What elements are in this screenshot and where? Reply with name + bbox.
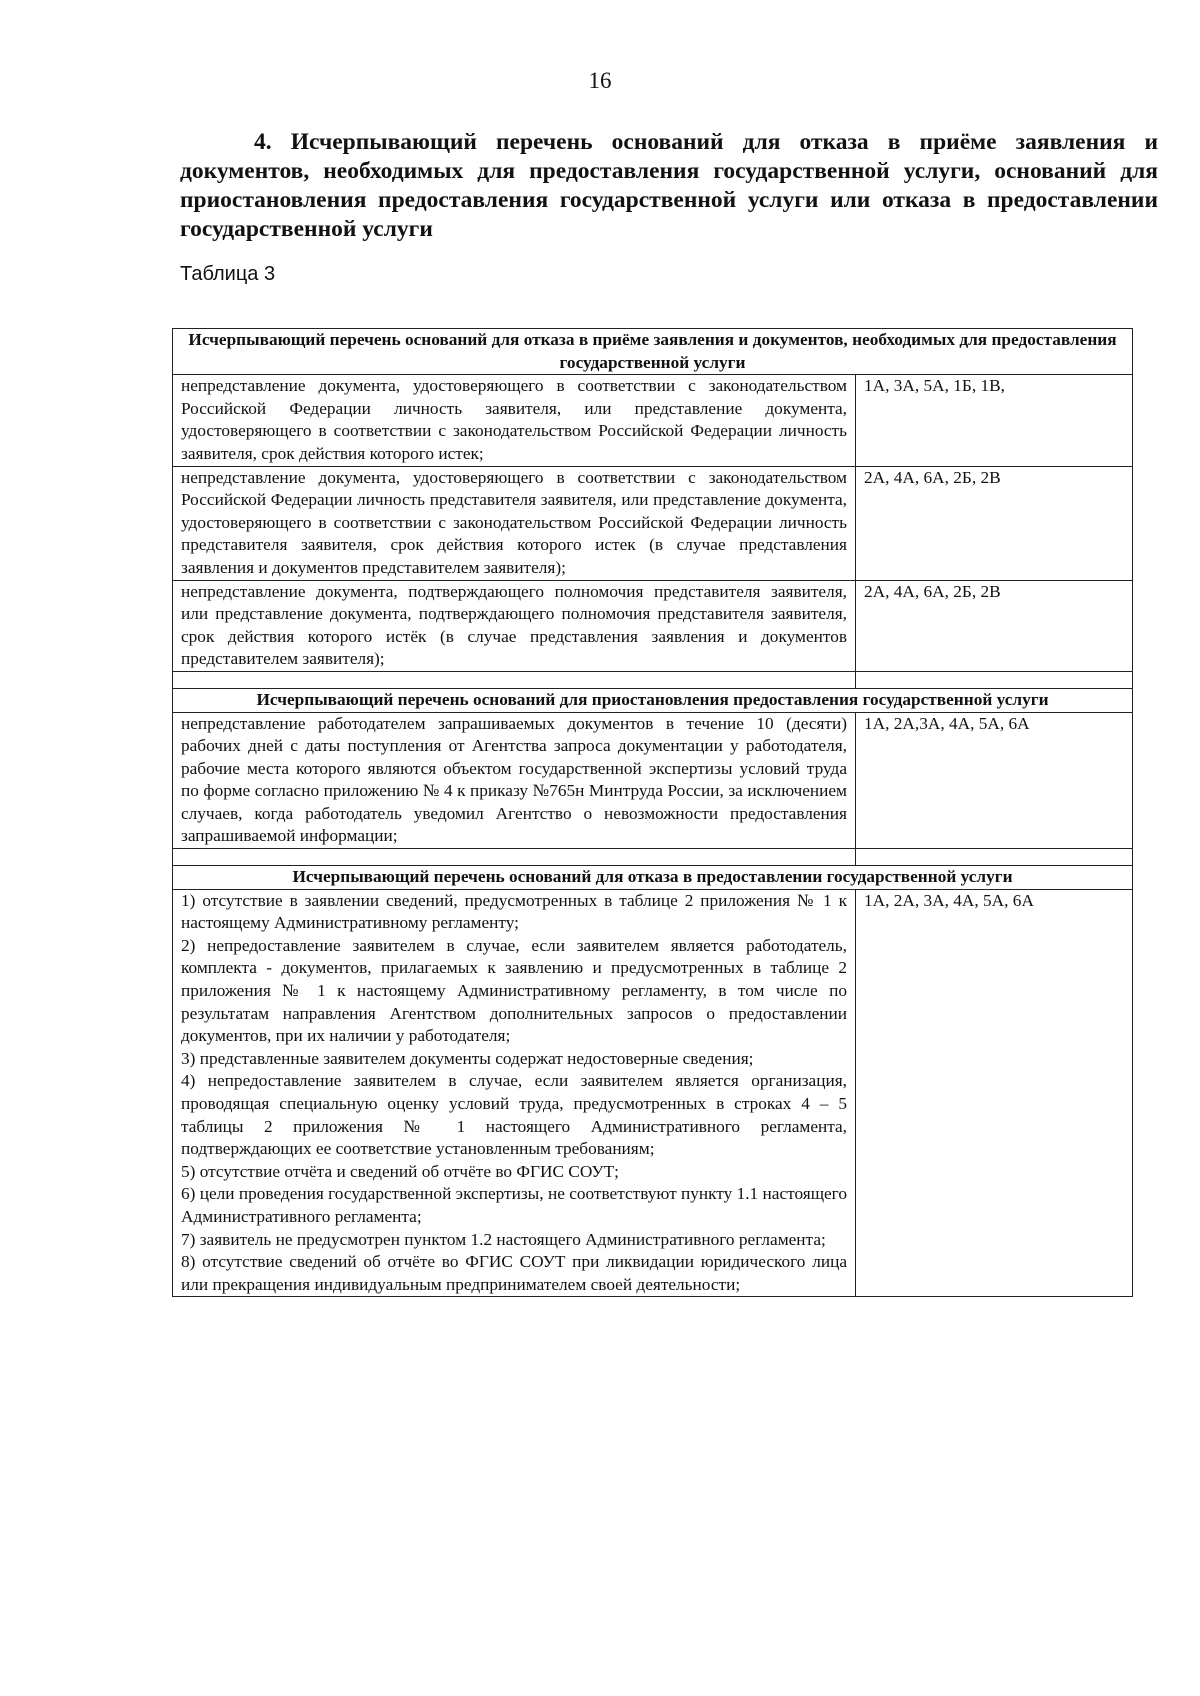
reason-text: непредставление документа, подтверждающего полномочия представителя заявителя, или представление документа, подтверждающего полномочия представителя заявителя, срок действия которого истёк (в случае представления заявления и документов представителем заявителя); <box>173 580 856 671</box>
table-row <box>173 889 1133 1297</box>
list-item: 5) отсутствие отчёта и сведений об отчёте во ФГИС СОУТ; <box>181 1161 619 1181</box>
table-caption: Таблица 3 <box>180 263 276 285</box>
table-row <box>173 375 1133 466</box>
spacer-row <box>173 849 1133 866</box>
list-item: 6) цели проведения государственной экспертизы, не соответствуют пункту 1.1 настоящего Административного регламента; <box>181 1184 847 1226</box>
section-title-refusal-acceptance: Исчерпывающий перечень оснований для отказа в приёме заявления и документов, необходимых для предоставления государственной услуги <box>173 329 1133 375</box>
table-row <box>173 712 1133 849</box>
list-item: 1) отсутствие в заявлении сведений, предусмотренных в таблице 2 приложения № 1 к настоящему Административному регламенту; <box>181 890 847 933</box>
list-item: 2) непредоставление заявителем в случае, если заявителем является работодатель, комплекта - документов, прилагаемых к заявлению и предусмотренных в таблице 2 приложения № 1 к настоящему Административному регламенту, в том числе по результатам направления Агентством дополнительных запросов о предоставлении документов, при их наличии у работодателя; <box>181 935 847 1046</box>
section-header-row <box>173 329 1133 375</box>
table-row <box>173 580 1133 671</box>
reason-text: непредставление работодателем запрашиваемых документов в течение 10 (десяти) рабочих дней с даты поступления от Агентства запроса документации у работодателя, рабочие места которого являются объектом государственной экспертизы условий труда по форме согласно приложению № 4 к приказу №765н Минтруда России, за исключением случаев, когда работодатель уведомил Агентство о невозможности предоставления запрашиваемой информации; <box>173 712 856 849</box>
spacer-row <box>173 671 1133 688</box>
section-title-refusal-service: Исчерпывающий перечень оснований для отказа в предоставлении государственной услуги <box>173 866 1133 890</box>
list-item: 3) представленные заявителем документы содержат недостоверные сведения; <box>181 1048 754 1068</box>
applicant-codes: 1А, 2А, 3А, 4А, 5А, 6А <box>856 889 1133 1297</box>
page-number: 16 <box>588 68 612 93</box>
section-header-row <box>173 688 1133 712</box>
section-heading: 4. Исчерпывающий перечень оснований для отказа в приёме заявления и документов, необходимых для предоставления государственной услуги, оснований для приостановления предоставления государственной услуги или отказа в предоставлении государственной услуги <box>180 129 1158 242</box>
section-header-row <box>173 866 1133 890</box>
section-title-suspension: Исчерпывающий перечень оснований для приостановления предоставления государственной услуги <box>173 688 1133 712</box>
applicant-codes: 2А, 4А, 6А, 2Б, 2В <box>856 580 1133 671</box>
applicant-codes: 1А, 3А, 5А, 1Б, 1В, <box>856 375 1133 466</box>
list-item: 8) отсутствие сведений об отчёте во ФГИС СОУТ при ликвидации юридического лица или прекращения индивидуальным предпринимателем своей деятельности; <box>181 1252 847 1294</box>
table-row <box>173 466 1133 580</box>
grounds-table <box>172 328 1133 1297</box>
reason-list <box>173 889 856 1297</box>
reason-text: непредставление документа, удостоверяющего в соответствии с законодательством Российской Федерации личность представителя заявителя, или представление документа, удостоверяющего в соответствии с законодательством Российской Федерации личность представителя заявителя, срок действия которого истек (в случае представления заявления и документов представителем заявителя); <box>173 466 856 580</box>
applicant-codes: 1А, 2А,3А, 4А, 5А, 6А <box>856 712 1133 849</box>
reason-text: непредставление документа, удостоверяющего в соответствии с законодательством Российской Федерации личность заявителя, или представление документа, удостоверяющего в соответствии с законодательством Российской Федерации личность заявителя, срок действия которого истек; <box>173 375 856 466</box>
applicant-codes: 2А, 4А, 6А, 2Б, 2В <box>856 466 1133 580</box>
list-item: 7) заявитель не предусмотрен пунктом 1.2 настоящего Административного регламента; <box>181 1229 826 1249</box>
list-item: 4) непредоставление заявителем в случае, если заявителем является организация, проводящая специальную оценку условий труда, предусмотренных в строках 4 – 5 таблицы 2 приложения № 1 настоящего Административного регламента, подтверждающих ее соответствие установленным требованиям; <box>181 1071 847 1159</box>
